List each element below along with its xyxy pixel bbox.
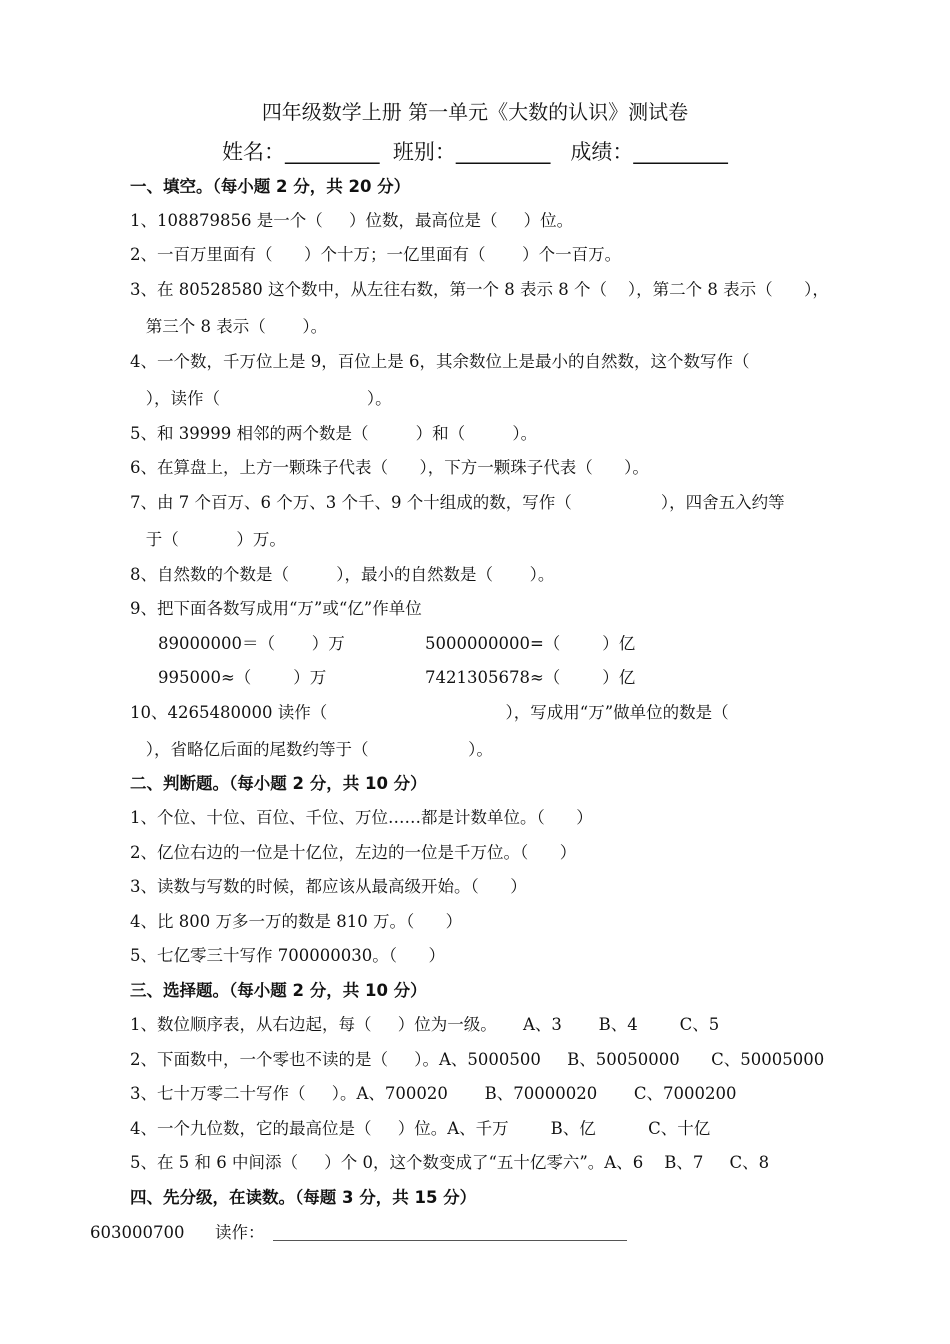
question-1-4-cont: ），读作（ ）。 [130,389,392,408]
question-1-9-item-2: 5000000000=（ ）亿 [425,634,636,653]
question-2-4: 4、比 800 万多一万的数是 810 万。（ ） [130,912,463,931]
question-3-5: 5、在 5 和 6 中间添（ ）个 0，这个数变成了“五十亿零六”。A、6 B、7 C、8 [130,1153,770,1172]
question-2-2: 2、亿位右边的一位是十亿位，左边的一位是千万位。（ ） [130,843,577,862]
question-2-5: 5、七亿零三十写作 700000030。（ ） [130,946,445,965]
section-1-heading: 一、填空。（每小题 2 分，共 20 分） [130,177,411,196]
section-3-heading: 三、选择题。（每小题 2 分，共 10 分） [130,981,427,1000]
student-info-line: 姓名：_________ 班别：_________ 成绩：_________ [222,140,728,164]
section-2-heading: 二、判断题。（每小题 2 分，共 10 分） [130,774,427,793]
question-1-4: 4、一个数，千万位上是 9，百位上是 6，其余数位上是最小的自然数，这个数写作（ [130,352,750,371]
question-1-3: 3、在 80528580 这个数中，从左往右数，第一个 8 表示 8 个（ ），第二个 8 表示（ ）， [130,280,829,299]
question-1-9-item-3: 995000≈（ ）万 [158,668,327,687]
question-3-1: 1、数位顺序表，从右边起，每（ ）位为一级。 A、3 B、4 C、5 [130,1015,720,1034]
question-1-7-cont: 于（ ）万。 [130,530,286,549]
question-1-8: 8、自然数的个数是（ ），最小的自然数是（ ）。 [130,565,555,584]
question-1-9: 9、把下面各数写成用“万”或“亿”作单位 [130,599,422,618]
page-title: 四年级数学上册 第一单元《大数的认识》测试卷 [261,100,689,124]
question-1-10-cont: ），省略亿后面的尾数约等于（ ）。 [130,740,493,759]
question-1-9-item-1: 89000000＝（ ）万 [158,634,345,653]
answer-underline [273,1240,627,1241]
question-2-3: 3、读数与写数的时候，都应该从最高级开始。（ ） [130,877,527,896]
question-3-2: 2、下面数中，一个零也不读的是（ ）。A、5000500 B、50050000 C、50005000 [130,1050,825,1069]
question-1-5: 5、和 39999 相邻的两个数是（ ）和（ ）。 [130,424,538,443]
section-4-heading: 四、先分级，在读数。（每题 3 分，共 15 分） [130,1188,477,1207]
question-2-1: 1、个位、十位、百位、千位、万位……都是计数单位。（ ） [130,808,593,827]
question-1-7: 7、由 7 个百万、6 个万、3 个千、9 个十组成的数，写作（ ），四舍五入约等 [130,493,785,512]
reading-number: 603000700 [90,1223,185,1242]
question-1-2: 2、一百万里面有（ ）个十万；一亿里面有（ ）个一百万。 [130,245,622,264]
question-1-9-item-4: 7421305678≈（ ）亿 [425,668,636,687]
question-1-10: 10、4265480000 读作（ ），写成用“万”做单位的数是（ [130,703,729,722]
question-3-3: 3、七十万零二十写作（ ）。A、700020 B、70000020 C、7000200 [130,1084,737,1103]
read-as-label: 读作： [215,1223,265,1242]
question-1-1: 1、108879856 是一个（ ）位数，最高位是（ ）位。 [130,211,574,230]
question-1-3-cont: 第三个 8 表示（ ）。 [130,317,328,336]
question-3-4: 4、一个九位数，它的最高位是（ ）位。A、千万 B、亿 C、十亿 [130,1119,711,1138]
question-1-6: 6、在算盘上，上方一颗珠子代表（ ），下方一颗珠子代表（ ）。 [130,458,649,477]
